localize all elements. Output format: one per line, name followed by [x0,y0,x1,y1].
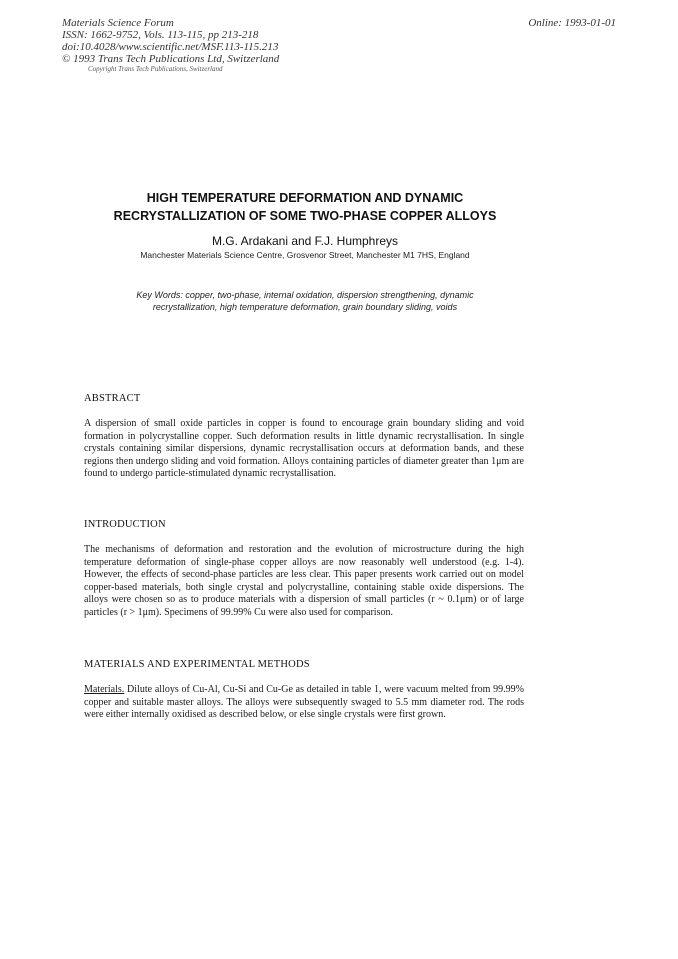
doi-line: doi:10.4028/www.scientific.net/MSF.113-115.213 [62,41,279,53]
materials-body: Dilute alloys of Cu-Al, Cu-Si and Cu-Ge as detailed in table 1, were vacuum melted from 99.99% copper and suitable master alloys. The alloys were subsequently swaged to 5.5 mm diameter rod. The rods were either internally oxidised as described below, or else single crystals were first grown. [84,684,524,721]
authors: M.G. Ardakani and F.J. Humphreys [211,234,399,248]
copyright-line: © 1993 Trans Tech Publications Ltd, Switzerland [62,53,280,65]
title-line-1: HIGH TEMPERATURE DEFORMATION AND DYNAMIC [146,191,464,205]
introduction-heading: INTRODUCTION [84,519,166,530]
journal-name: Materials Science Forum [62,17,174,29]
paper-title [60,189,550,225]
affiliation: Manchester Materials Science Centre, Grosvenor Street, Manchester M1 7HS, England [140,250,470,260]
copyright-strip: Copyright Trans Tech Publications, Switzerland [88,65,223,73]
keywords-line-1: Key Words: copper, two-phase, internal oxidation, dispersion strengthening, dynamic [136,290,474,300]
methods-heading: MATERIALS AND EXPERIMENTAL METHODS [84,659,310,670]
introduction-text: The mechanisms of deformation and restoration and the evolution of microstructure during the high temperature deformation of single-phase copper alloys are now reasonably well understood (e.g. 1-4). However, the effects of second-phase particles are less clear. This paper presents work carried out on model copper-based materials, both single crystal and polycrystalline, containing stable oxide dispersions. The alloys were chosen so as to produce materials with a dispersion of small particles (r ~ 0.1μm) or of large particles (r > 1μm). Specimens of 99.99% Cu were also used for comparison. [84,544,524,618]
keywords [60,290,550,313]
materials-lead: Materials. [84,684,125,695]
title-line-2: RECRYSTALLIZATION OF SOME TWO-PHASE COPPER ALLOYS [113,209,497,223]
methods-text [84,684,524,722]
keywords-line-2: recrystallization, high temperature deformation, grain boundary sliding, voids [152,301,458,312]
issn-line: ISSN: 1662-9752, Vols. 113-115, pp 213-218 [62,29,259,41]
online-date: Online: 1993-01-01 [528,17,616,29]
abstract-heading: ABSTRACT [84,393,141,404]
abstract-text: A dispersion of small oxide particles in copper is found to encourage grain boundary sliding and void formation in polycrystalline copper. Such deformation results in little dynamic recrystallisation. In single crystals containing similar dispersions, dynamic recrystallisation occurs at deformation bands, and these regions then undergo sliding and void formation. Alloys containing particles of diameter greater than 1μm are found to undergo particle-stimulated dynamic recrystallisation. [84,418,524,480]
